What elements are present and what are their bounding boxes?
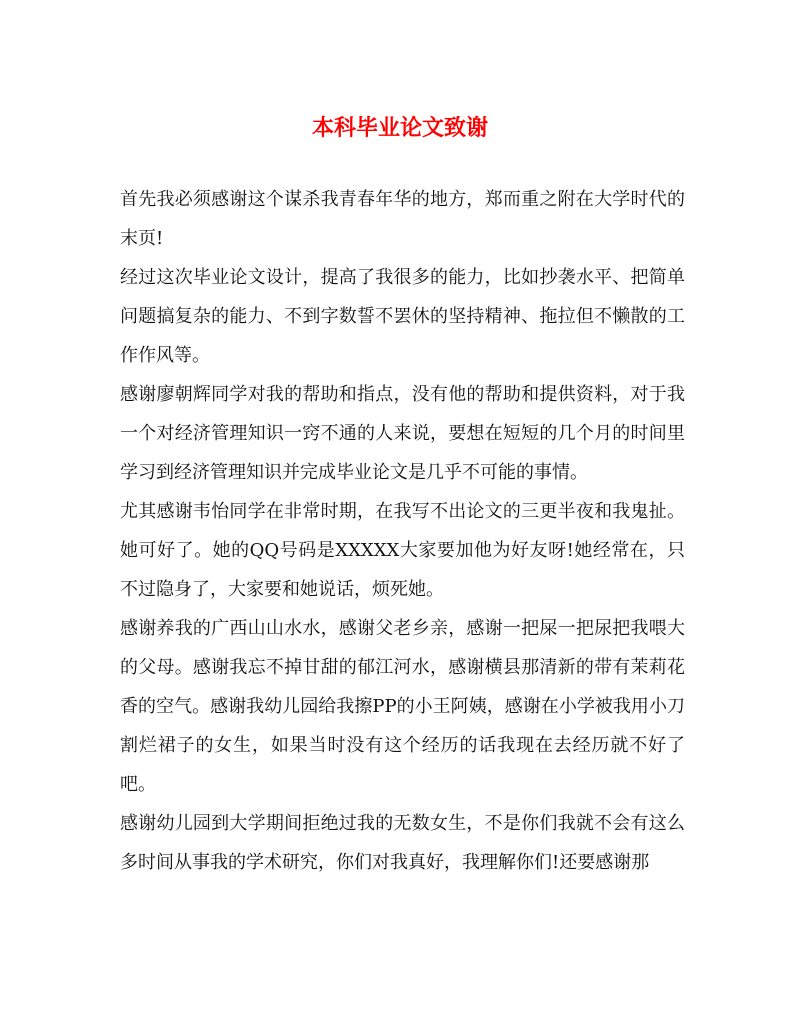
paragraph-2: 经过这次毕业论文设计，提高了我很多的能力，比如抄袭水平、把简单问题搞复杂的能力、不到字数誓不罢休的坚持精神、拖拉但不懒散的工作作风等。 xyxy=(120,267,685,366)
paragraph-1: 首先我必须感谢这个谋杀我青春年华的地方，郑而重之附在大学时代的末页! xyxy=(120,189,685,249)
paragraph-4: 尤其感谢韦怡同学在非常时期，在我写不出论文的三更半夜和我鬼扯。她可好了。她的QQ号码是XXXXX大家要加他为好友呀!她经常在，只不过隐身了，大家要和她说话，烦死她。 xyxy=(120,501,685,600)
document-title: 本科毕业论文致谢 xyxy=(311,115,488,141)
paragraph-5: 感谢养我的广西山山水水，感谢父老乡亲，感谢一把屎一把尿把我喂大的父母。感谢我忘不掉甘甜的郁江河水，感谢横县那清新的带有茉莉花香的空气。感谢我幼儿园给我擦PP的小王阿姨，感谢在小学被我用小刀割烂裙子的女生，如果当时没有这个经历的话我现在去经历就不好了吧。 xyxy=(120,618,685,795)
paragraph-3: 感谢廖朝辉同学对我的帮助和指点，没有他的帮助和提供资料，对于我一个对经济管理知识一窍不通的人来说，要想在短短的几个月的时间里学习到经济管理知识并完成毕业论文是几乎不可能的事情。 xyxy=(120,384,685,483)
paragraph-6: 感谢幼儿园到大学期间拒绝过我的无数女生，不是你们我就不会有这么多时间从事我的学术研究，你们对我真好，我理解你们!还要感谢那 xyxy=(120,813,685,873)
document-body xyxy=(120,180,685,882)
